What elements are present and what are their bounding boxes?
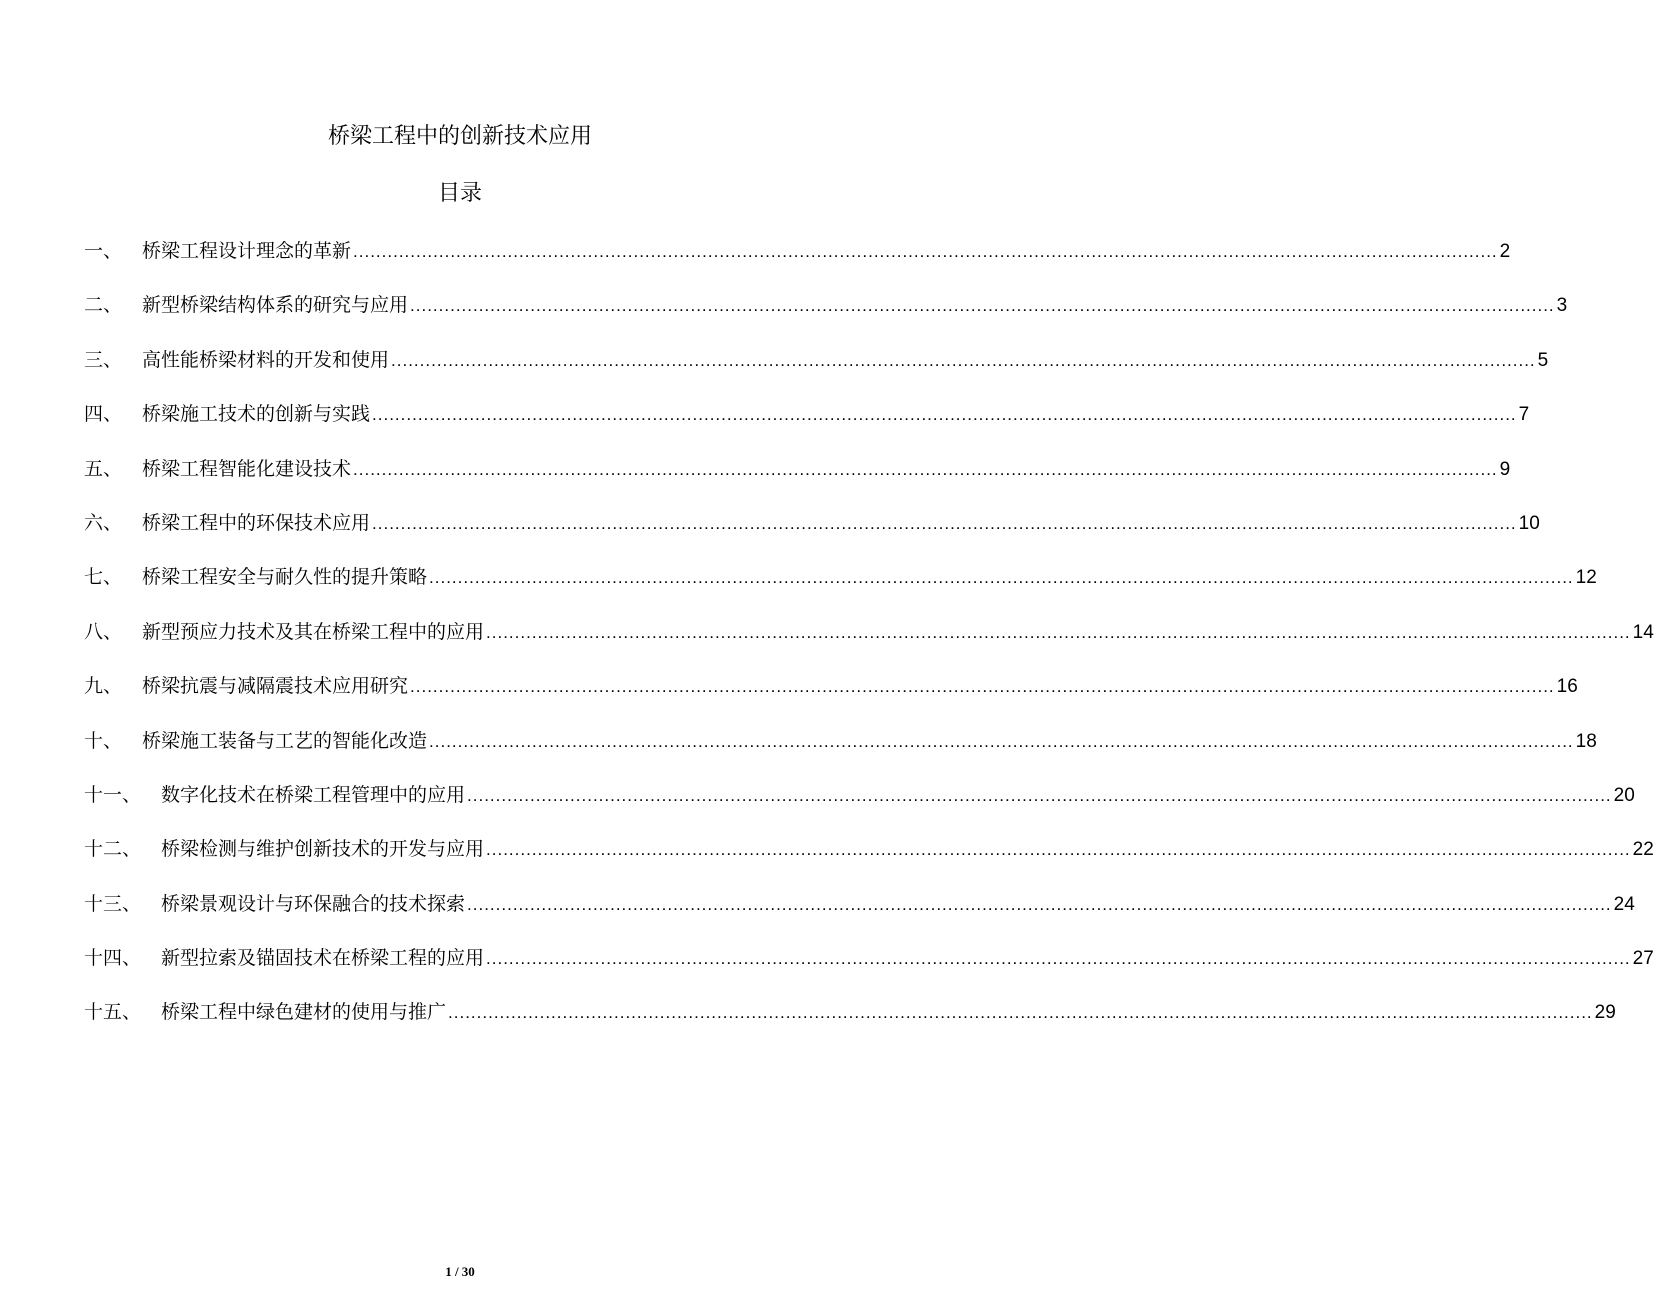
toc-leader-dots: ........................................................................................................................................................................................................ (429, 731, 1574, 751)
toc-entry-number: 十五、 (84, 1001, 142, 1024)
document-title: 桥梁工程中的创新技术应用 (327, 124, 592, 149)
toc-leader-dots: ........................................................................................................................................................................................................ (372, 513, 1517, 533)
toc-entry[interactable] (84, 666, 1578, 720)
toc-entry-number: 十三、 (84, 892, 142, 915)
toc-entry-number: 五、 (84, 457, 123, 480)
toc-leader-dots: ........................................................................................................................................................................................................ (486, 840, 1631, 860)
toc-leader-dots: ........................................................................................................................................................................................................ (391, 350, 1536, 370)
toc-entry-number: 十四、 (84, 947, 142, 970)
toc-entry-page: 12 (1575, 567, 1597, 589)
toc-entry-number: 二、 (84, 294, 123, 317)
toc-entry-page: 14 (1632, 621, 1654, 643)
toc-entry-title: 桥梁施工装备与工艺的智能化改造 (142, 729, 428, 752)
toc-entry-page: 3 (1556, 295, 1568, 317)
toc-leader-dots: ........................................................................................................................................................................................................ (410, 296, 1555, 316)
toc-entry[interactable] (84, 231, 1511, 285)
toc-entry-page: 22 (1632, 839, 1654, 861)
toc-leader-dots: ........................................................................................................................................................................................................ (486, 622, 1631, 642)
toc-entry-title: 高性能桥梁材料的开发和使用 (142, 348, 390, 371)
toc-entry[interactable] (84, 340, 1549, 394)
toc-entry-number: 六、 (84, 511, 123, 534)
toc-entry-page: 29 (1594, 1002, 1616, 1024)
toc-entry-number: 八、 (84, 620, 123, 643)
toc-entry-number: 九、 (84, 675, 123, 698)
toc-leader-dots: ........................................................................................................................................................................................................ (486, 949, 1631, 969)
toc-entry-title: 桥梁检测与维护创新技术的开发与应用 (161, 838, 485, 861)
toc-entry-page: 24 (1613, 893, 1635, 915)
toc-entry-title: 桥梁工程中的环保技术应用 (142, 511, 371, 534)
toc-entry[interactable] (84, 775, 1635, 829)
toc-entry-title: 桥梁工程中绿色建材的使用与推广 (161, 1001, 447, 1024)
toc-entry-title: 桥梁抗震与减隔震技术应用研究 (142, 675, 409, 698)
toc-entry-page: 9 (1499, 458, 1511, 480)
toc-leader-dots: ........................................................................................................................................................................................................ (467, 894, 1612, 914)
toc-entry-number: 三、 (84, 348, 123, 371)
toc-entry-page: 20 (1613, 784, 1635, 806)
toc-entry-title: 新型预应力技术及其在桥梁工程中的应用 (142, 620, 485, 643)
toc-entry-number: 四、 (84, 403, 123, 426)
toc-leader-dots: ........................................................................................................................................................................................................ (467, 785, 1612, 805)
toc-entry[interactable] (84, 829, 1654, 883)
toc-entry-page: 10 (1518, 512, 1540, 534)
toc-heading: 目录 (437, 181, 482, 206)
toc-entry-page: 18 (1575, 730, 1597, 752)
toc-entry-title: 数字化技术在桥梁工程管理中的应用 (161, 783, 466, 806)
toc-leader-dots: ........................................................................................................................................................................................................ (410, 677, 1555, 697)
toc-leader-dots: ........................................................................................................................................................................................................ (429, 568, 1574, 588)
toc-entry-page: 27 (1632, 948, 1654, 970)
toc-entry-number: 十、 (84, 729, 123, 752)
toc-entry[interactable] (84, 449, 1511, 503)
toc-entry-number: 十二、 (84, 838, 142, 861)
toc-leader-dots: ........................................................................................................................................................................................................ (448, 1003, 1593, 1023)
toc-entry-page: 5 (1537, 349, 1549, 371)
toc-entry-number: 十一、 (84, 783, 142, 806)
toc-entry-title: 桥梁景观设计与环保融合的技术探索 (161, 892, 466, 915)
toc-leader-dots: ........................................................................................................................................................................................................ (372, 405, 1517, 425)
toc-leader-dots: ........................................................................................................................................................................................................ (353, 242, 1498, 261)
toc-entry-page: 16 (1556, 676, 1578, 698)
toc-entry[interactable] (84, 884, 1635, 938)
toc-entry-number: 七、 (84, 566, 123, 589)
toc-entry[interactable] (84, 503, 1540, 557)
toc-entry[interactable] (84, 285, 1568, 339)
toc-entry[interactable] (84, 394, 1530, 448)
toc-entry-title: 桥梁工程安全与耐久性的提升策略 (142, 566, 428, 589)
toc-entry[interactable] (84, 992, 1616, 1046)
table-of-contents (84, 231, 1654, 1047)
toc-entry[interactable] (84, 938, 1654, 992)
toc-entry-title: 新型桥梁结构体系的研究与应用 (142, 294, 409, 317)
toc-entry-page: 2 (1499, 241, 1511, 262)
toc-entry-number: 一、 (84, 240, 123, 262)
page-number-footer: 1 / 30 (445, 1264, 475, 1279)
toc-entry-title: 新型拉索及锚固技术在桥梁工程的应用 (161, 947, 485, 970)
toc-entry-page: 7 (1518, 404, 1530, 426)
toc-leader-dots: ........................................................................................................................................................................................................ (353, 459, 1498, 479)
toc-entry-title: 桥梁工程设计理念的革新 (142, 240, 352, 262)
toc-entry[interactable] (84, 721, 1597, 775)
toc-entry[interactable] (84, 612, 1654, 666)
toc-entry[interactable] (84, 557, 1597, 611)
toc-entry-title: 桥梁施工技术的创新与实践 (142, 403, 371, 426)
toc-entry-title: 桥梁工程智能化建设技术 (142, 457, 352, 480)
